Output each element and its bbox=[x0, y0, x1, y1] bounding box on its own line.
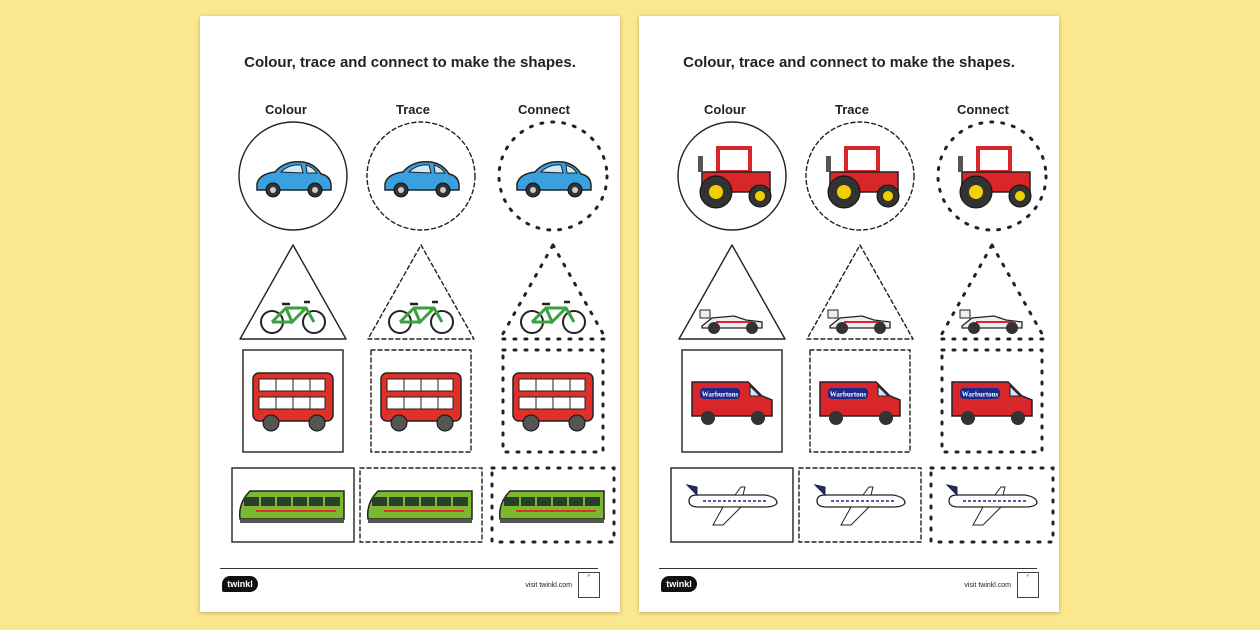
tractor-icon bbox=[816, 142, 904, 210]
airplane-icon bbox=[943, 483, 1041, 527]
square-trace-cell bbox=[808, 348, 912, 454]
triangle-colour-cell bbox=[237, 242, 349, 342]
train-icon bbox=[364, 485, 478, 525]
van-icon bbox=[816, 374, 904, 428]
circle-colour-cell bbox=[237, 120, 349, 232]
column-header-colour: Colour bbox=[704, 102, 746, 117]
bus-icon bbox=[509, 369, 597, 433]
bicycle-icon bbox=[516, 294, 590, 336]
tractor-icon bbox=[948, 142, 1036, 210]
triangle-trace-cell bbox=[804, 242, 916, 342]
column-header-connect: Connect bbox=[518, 102, 570, 117]
triangle-connect-cell bbox=[497, 242, 609, 342]
twinkl-logo: twinkl bbox=[661, 576, 697, 592]
worksheet-page-1 bbox=[200, 16, 620, 612]
footer-divider bbox=[220, 568, 598, 569]
square-connect-cell bbox=[940, 348, 1044, 454]
circle-colour-cell bbox=[676, 120, 788, 232]
column-header-trace: Trace bbox=[396, 102, 430, 117]
circle-trace-cell bbox=[804, 120, 916, 232]
tractor-icon bbox=[688, 142, 776, 210]
triangle-colour-cell bbox=[676, 242, 788, 342]
footer-divider bbox=[659, 568, 1037, 569]
square-colour-cell bbox=[241, 348, 345, 454]
circle-trace-cell bbox=[365, 120, 477, 232]
column-header-colour: Colour bbox=[265, 102, 307, 117]
rectangle-colour-cell bbox=[230, 466, 356, 544]
bus-icon bbox=[377, 369, 465, 433]
square-trace-cell bbox=[369, 348, 473, 454]
racing-car-icon bbox=[956, 306, 1028, 336]
rectangle-trace-cell bbox=[358, 466, 484, 544]
bicycle-icon bbox=[256, 294, 330, 336]
rectangle-connect-cell bbox=[929, 466, 1055, 544]
train-icon bbox=[496, 485, 610, 525]
twinkl-logo: twinkl bbox=[222, 576, 258, 592]
checked-badge-icon: ✓ bbox=[578, 572, 600, 598]
square-connect-cell bbox=[501, 348, 605, 454]
square-colour-cell bbox=[680, 348, 784, 454]
worksheet-page-2 bbox=[639, 16, 1059, 612]
worksheet-title: Colour, trace and connect to make the shapes. bbox=[683, 54, 1015, 71]
column-header-trace: Trace bbox=[835, 102, 869, 117]
bus-icon bbox=[249, 369, 337, 433]
racing-car-icon bbox=[696, 306, 768, 336]
triangle-connect-cell bbox=[936, 242, 1048, 342]
van-brand-text: Warburtons bbox=[829, 390, 867, 399]
checked-badge-icon: ✓ bbox=[1017, 572, 1039, 598]
van-icon bbox=[948, 374, 1036, 428]
train-icon bbox=[236, 485, 350, 525]
worksheet-title: Colour, trace and connect to make the shapes. bbox=[244, 54, 576, 71]
rectangle-trace-cell bbox=[797, 466, 923, 544]
van-brand-text: Warburtons bbox=[961, 390, 999, 399]
van-brand-text: Warburtons bbox=[701, 390, 739, 399]
triangle-trace-cell bbox=[365, 242, 477, 342]
circle-connect-cell bbox=[497, 120, 609, 232]
footer-visit-text: visit twinkl.com bbox=[964, 582, 1011, 589]
rectangle-connect-cell bbox=[490, 466, 616, 544]
airplane-icon bbox=[683, 483, 781, 527]
car-icon bbox=[511, 154, 595, 198]
circle-connect-cell bbox=[936, 120, 1048, 232]
car-icon bbox=[251, 154, 335, 198]
bicycle-icon bbox=[384, 294, 458, 336]
rectangle-colour-cell bbox=[669, 466, 795, 544]
column-header-connect: Connect bbox=[957, 102, 1009, 117]
airplane-icon bbox=[811, 483, 909, 527]
footer-visit-text: visit twinkl.com bbox=[525, 582, 572, 589]
racing-car-icon bbox=[824, 306, 896, 336]
car-icon bbox=[379, 154, 463, 198]
van-icon bbox=[688, 374, 776, 428]
